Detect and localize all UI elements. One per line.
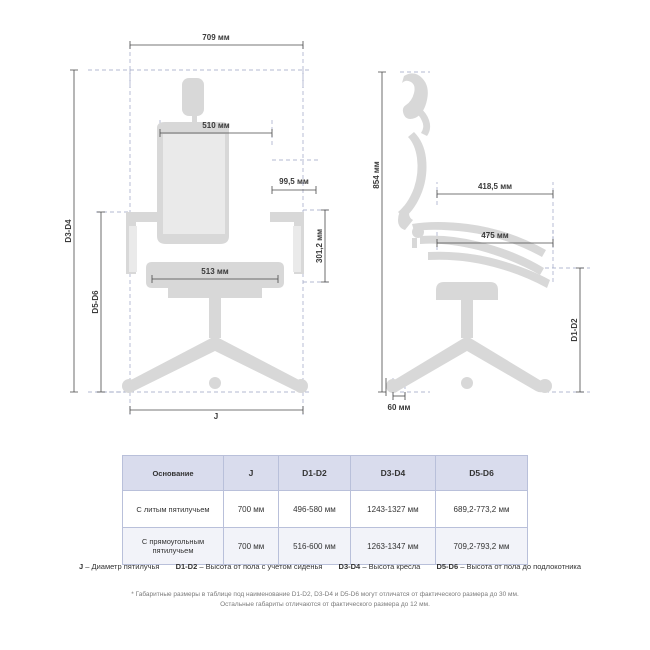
dim-total-height-label: 854 мм (372, 161, 381, 189)
legend-item-d1-d2 (176, 562, 323, 571)
legend-text-d5-d6: – Высота от пола до подлокотника (460, 562, 581, 571)
dim-seat-depth-label: 475 мм (481, 231, 509, 240)
cell-d5-d6: 709,2-793,2 мм (436, 528, 528, 565)
col-header-d1-d2: D1-D2 (279, 456, 351, 491)
footnote-line-1: * Габаритные размеры в таблице под наименование D1-D2, D3-D4 и D5-D6 могут отличатся от фактического размера до 30 мм. (131, 591, 519, 598)
dim-overall-width (130, 33, 303, 49)
dim-height-d5-d6-label: D5-D6 (91, 290, 100, 314)
dim-depth-overall (437, 182, 553, 198)
table-body (123, 491, 528, 565)
footnote-line-2: Остальные габариты отличаются от фактического размера до 12 мм. (220, 601, 430, 609)
dim-armrest-height (315, 210, 329, 282)
table-row (123, 491, 528, 528)
front-view-group (64, 33, 330, 421)
dim-seat-width-label: 513 мм (201, 267, 229, 276)
table-header (123, 456, 528, 491)
dim-total-height (372, 72, 386, 392)
legend-item-j (79, 562, 159, 571)
dim-armrest-offset (272, 177, 316, 194)
cell-j: 700 мм (224, 491, 279, 528)
legend-code-j: J (79, 562, 84, 571)
legend-code-d5-d6: D5-D6 (436, 562, 459, 571)
dim-base-diameter-label: J (213, 412, 219, 421)
specification-table-wrap (122, 455, 528, 565)
dim-base-diameter (130, 406, 303, 421)
legend-text-d3-d4: – Высота кресла (362, 562, 421, 571)
dim-height-d1-d2 (570, 268, 584, 392)
cell-base: С прямоугольным пятилучьем (123, 528, 224, 565)
legend (60, 562, 600, 571)
dim-height-d3-d4 (64, 70, 78, 392)
dim-depth-overall-label: 418,5 мм (477, 182, 513, 191)
cell-base: С литым пятилучьем (123, 491, 224, 528)
legend-text-j: – Диаметр пятилучья (85, 562, 160, 571)
legend-code-d1-d2: D1-D2 (175, 562, 198, 571)
dim-height-d1-d2-label: D1-D2 (570, 318, 579, 342)
col-header-d5-d6: D5-D6 (436, 456, 528, 491)
col-header-j: J (224, 456, 279, 491)
table-row (123, 528, 528, 565)
cell-d1-d2: 496-580 мм (279, 491, 351, 528)
dim-overall-width-label: 709 мм (202, 33, 230, 42)
dim-height-d5-d6 (91, 212, 105, 392)
chair-side-silhouette (386, 73, 552, 393)
cell-d1-d2: 516-600 мм (279, 528, 351, 565)
cell-j: 700 мм (224, 528, 279, 565)
specification-table (122, 455, 528, 565)
cell-d3-d4: 1263-1347 мм (350, 528, 435, 565)
legend-text-d1-d2: – Высота от пола с учетом сиденья (199, 562, 323, 571)
footnote (75, 590, 575, 610)
dim-armrest-height-label: 301,2 мм (315, 228, 324, 264)
side-view-group (372, 72, 590, 412)
cell-d5-d6: 689,2-773,2 мм (436, 491, 528, 528)
table-header-row (123, 456, 528, 491)
dim-back-width-label: 510 мм (202, 121, 230, 130)
dim-height-d3-d4-label: D3-D4 (64, 219, 73, 243)
col-header-base: Основание (123, 456, 224, 491)
col-header-d3-d4: D3-D4 (350, 456, 435, 491)
dim-armrest-offset-label: 99,5 мм (279, 177, 309, 186)
cell-d3-d4: 1243-1327 мм (350, 491, 435, 528)
legend-item-d3-d4 (339, 562, 421, 571)
legend-item-d5-d6 (436, 562, 581, 571)
legend-code-d3-d4: D3-D4 (338, 562, 361, 571)
dim-caster-size-label: 60 мм (387, 403, 411, 412)
